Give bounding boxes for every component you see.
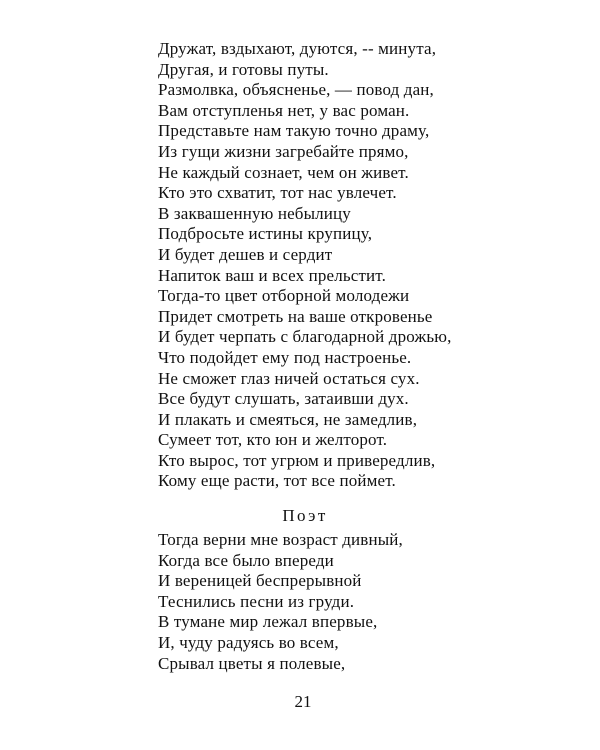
verse-line: И будет дешев и сердит (158, 244, 333, 264)
verse-line: И плакать и смеяться, не замедлив, (158, 409, 418, 429)
verse-line: Представьте нам такую точно драму, (158, 121, 430, 141)
verse-line: И будет черпать с благодарной дрожью, (158, 327, 452, 347)
verse-line: Дружат, вздыхают, дуются, -- минута, (158, 39, 437, 58)
verse-line: В заквашенную небылицу (158, 203, 351, 223)
verse-line: Подбросьте истины крупицу, (158, 224, 373, 244)
verse-line: Напиток ваш и всех прельстит. (158, 265, 386, 285)
verse-line: В тумане мир лежал впервые, (158, 612, 378, 632)
verse-line: Теснились песни из груди. (158, 591, 355, 611)
verse-stanza-1 (158, 39, 452, 492)
verse-line: И вереницей беспрерывной (158, 571, 362, 591)
verse-line: Тогда верни мне возраст дивный, (158, 530, 403, 549)
verse-line: Не сможет глаз ничей остаться сух. (158, 368, 420, 388)
verse-line: Размолвка, объясненье, — повод дан, (158, 80, 434, 100)
verse-line: Не каждый сознает, чем он живет. (158, 162, 409, 182)
verse-line: Вам отступленья нет, у вас роман. (158, 100, 410, 120)
verse-line: Кому еще расти, тот все поймет. (158, 471, 396, 491)
verse-line: Сумеет тот, кто юн и желторот. (158, 430, 388, 450)
verse-line: Другая, и готовы путы. (158, 59, 329, 79)
verse-line: Когда все было впереди (158, 550, 334, 570)
verse-line: Что подойдет ему под настроенье. (158, 347, 412, 367)
verse-line: Придет смотреть на ваше откровенье (158, 306, 433, 326)
verse-line: Из гущи жизни загребайте прямо, (158, 141, 409, 161)
speaker-heading: Поэт (282, 506, 328, 525)
verse-line: Все будут слушать, затаивши дух. (158, 389, 409, 409)
verse-stanza-2 (158, 530, 403, 674)
verse-line: И, чуду радуясь во всем, (158, 632, 339, 652)
verse-line: Срывал цветы я полевые, (158, 653, 346, 673)
page-number: 21 (294, 692, 312, 711)
verse-line: Кто это схватит, тот нас увлечет. (158, 183, 397, 203)
verse-line: Тогда-то цвет отборной молодежи (158, 286, 410, 306)
verse-line: Кто вырос, тот угрюм и привередлив, (158, 450, 436, 470)
